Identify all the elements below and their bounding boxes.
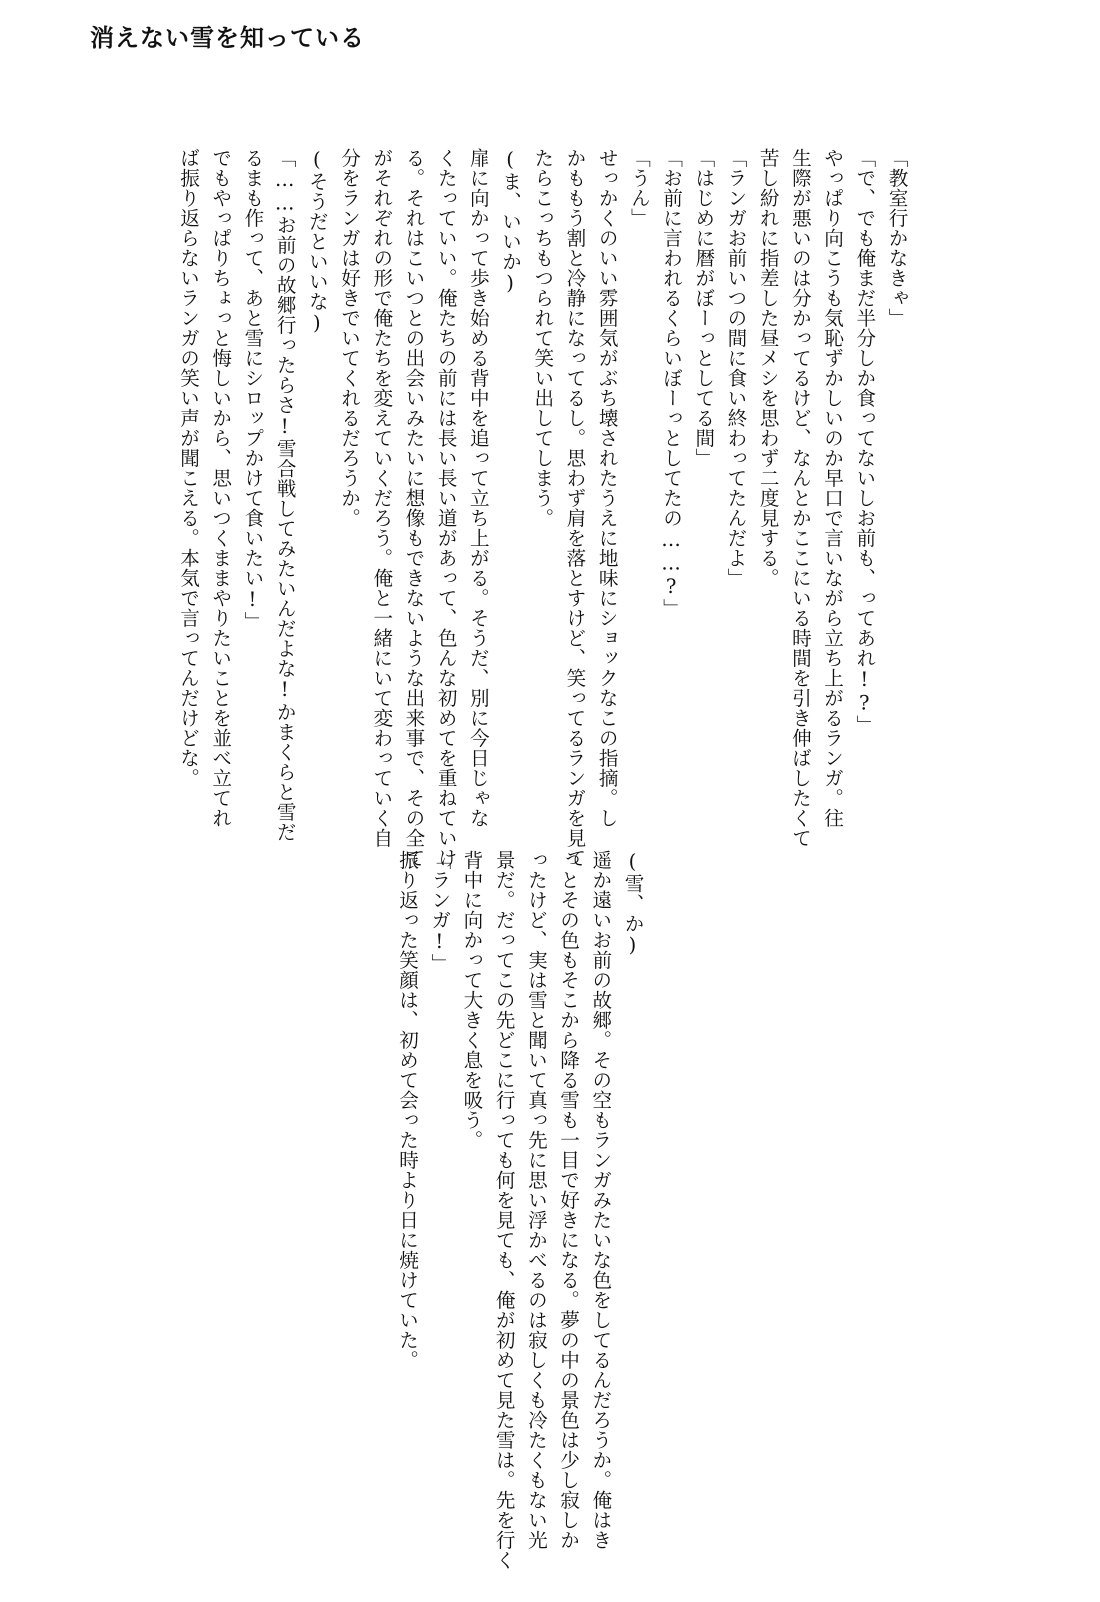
text-line: 「ランガ!」 [427, 850, 451, 974]
text-line: (そうだといいな) [305, 148, 329, 335]
text-line: ば振り返らないランガの笑い声が聞こえる。本気で言ってんだけどな。 [176, 148, 200, 788]
text-line: かももう割と冷静になってるし。思わず肩を落とすけど、笑ってるランガを見て [562, 148, 586, 868]
text-line: 生際が悪いのは分かってるけど、なんとかここにいる時間を引き伸ばしたくて [788, 148, 812, 848]
text-line: 「ランガお前いつの間に食い終わってたんだよ」 [723, 148, 747, 588]
text-line: 振り返った笑顔は、初めて会った時より日に焼けていた。 [395, 850, 419, 1370]
text-line: 「で、でも俺まだ半分しか食ってないしお前も、ってあれ!?」 [852, 148, 876, 735]
text-line: 「うん」 [627, 148, 651, 228]
text-line: 苦し紛れに指差した昼メシを思わず二度見する。 [756, 148, 780, 588]
text-line: くたっていい。俺たちの前には長い長い道があって、色んな初めてを重ねていけ [434, 148, 458, 868]
text-line: (ま、いいか) [498, 148, 522, 295]
text-line: っとその色もそこから降る雪も一目で好きになる。夢の中の景色は少し寂しか [556, 850, 580, 1550]
text-line: でもやっぱりちょっと悔しいから、思いつくままやりたいことを並べ立てれ [208, 148, 232, 828]
text-line: せっかくのいい雰囲気がぶち壊されたうえに地味にショックなこの指摘。し [595, 148, 619, 828]
text-line: (雪、か) [621, 850, 644, 957]
text-line: やっぱり向こうも気恥ずかしいのか早口で言いながら立ち上がるランガ。往 [820, 148, 844, 828]
text-line: 背中に向かって大きく息を吸う。 [459, 850, 483, 1150]
text-line: 「教室行かなきゃ」 [885, 148, 908, 328]
text-line: 「はじめに暦がぼーっとしてる間」 [691, 148, 715, 468]
text-line: 扉に向かって歩き始める背中を追って立ち上がる。そうだ、別に今日じゃな [466, 148, 490, 828]
text-line: る。それはこいつとの出会いみたいに想像もできないような出来事で、その全て [401, 148, 425, 868]
text-line: るまも作って、あと雪にシロップかけて食いたい!」 [240, 148, 264, 632]
text-line: 景だ。だってこの先どこに行っても何を見ても、俺が初めて見た雪は。先を行く [492, 850, 516, 1570]
text-line: ったけど、実は雪と聞いて真っ先に思い浮かべるのは寂しくも冷たくもない光 [524, 850, 548, 1550]
story-title: 消えない雪を知っている [90, 24, 365, 52]
upper-text-block [171, 148, 912, 868]
text-line: 「お前に言われるくらいぼーっとしてたの……?」 [659, 148, 683, 619]
text-line: 「……お前の故郷行ったらさ!雪合戦してみたいんだよな!かまくらと雪だ [273, 148, 297, 842]
text-line: たらこっちもつられて笑い出してしまう。 [530, 148, 554, 528]
lower-text-block [390, 850, 648, 1570]
text-line: 分をランガは好きでいてくれるだろうか。 [337, 148, 361, 528]
text-line: がそれぞれの形で俺たちを変えていくだろう。俺と一緒にいて変わっていく自 [369, 148, 393, 848]
text-line: 遥か遠いお前の故郷。その空もランガみたいな色をしてるんだろうか。俺はき [588, 850, 612, 1550]
